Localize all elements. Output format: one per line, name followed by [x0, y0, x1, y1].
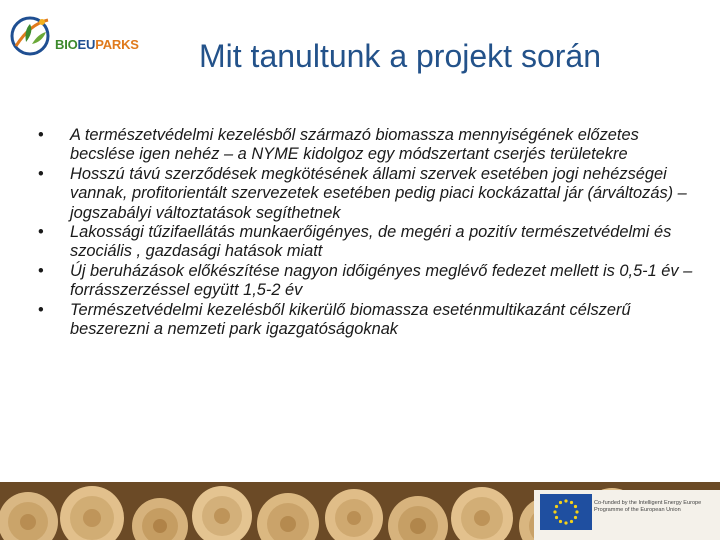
bullet-text: Természetvédelmi kezelésből kikerülő biomassza eseténmultikazánt célszerű beszerezni a nemzeti park igazgatóságoknak [70, 300, 631, 339]
bullet-item [38, 126, 698, 165]
bullet-list [38, 126, 698, 339]
bullet-marker: • [38, 300, 44, 319]
logo-wordmark [55, 37, 139, 52]
bullet-marker: • [38, 261, 44, 280]
bullet-item [38, 223, 698, 262]
bullet-marker: • [38, 126, 44, 144]
footer-banner [0, 482, 720, 540]
logo-parks: PARKS [95, 37, 139, 52]
eu-text-line2: Programme of the European Union [594, 506, 681, 513]
bioeuparks-logo-icon [8, 12, 58, 62]
bullet-item [38, 301, 698, 340]
eu-flag-icon [540, 494, 592, 530]
bullet-marker: • [38, 164, 44, 183]
bullet-text: A természetvédelmi kezelésből származó biomassza mennyiségének előzetes becslése igen nehéz – a NYME kidolgoz egy módszertant cserjés területekre [70, 126, 639, 164]
slide-title: Mit tanultunk a projekt során [199, 38, 601, 74]
bullet-text: Lakossági tűzifaellátás munkaerőigényes, de megéri a pozitív természetvédelmi és szociális , gazdasági hatások miatt [70, 223, 672, 261]
eu-funding-text [594, 500, 718, 514]
bullet-item [38, 262, 698, 301]
bullet-item [38, 165, 698, 223]
bullet-text: Új beruházások előkészítése nagyon időigényes meglévő fedezet mellett is 0,5-1 év – forrásszerzéssel együtt 1,5-2 év [70, 261, 693, 300]
logo-bio: BIO [55, 37, 78, 52]
bioeuparks-logo [8, 12, 138, 66]
logo-eu: EU [77, 37, 96, 52]
bullet-text: Hosszú távú szerződések megkötésének állami szervek esetében jogi nehézségei vannak, profitorientált szervezetek esetében pedig piaci kockázattal jár (árváltozás) – jogszabályi változtatások segíthetnek [70, 164, 687, 222]
bullet-marker: • [38, 223, 44, 242]
eu-funding-panel [534, 490, 720, 540]
eu-text-line1: Co-funded by the Intelligent Energy Europe [594, 500, 702, 506]
